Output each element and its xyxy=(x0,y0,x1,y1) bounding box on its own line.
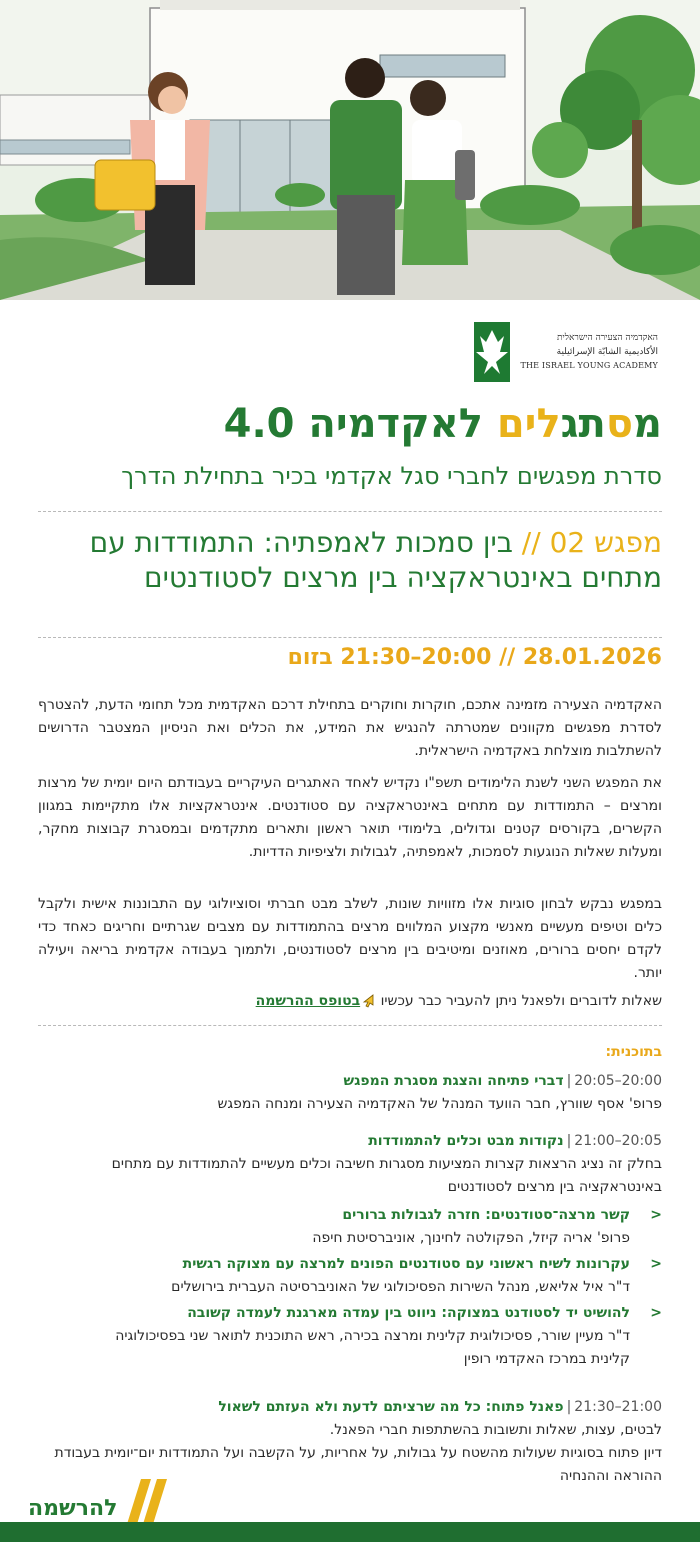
logo-arabic: الأكاديمية الشابّة الإسرائيلية xyxy=(556,347,658,357)
program-heading: דברי פתיחה והצגת מסגרת המפגש xyxy=(343,1073,564,1089)
program-time: 21:00–21:30 xyxy=(574,1399,662,1415)
title-part: מ xyxy=(633,401,662,447)
talk-title: עקרונות לשיח ראשוני עם סטודנטים הפונים למרצה עם מצוקה רגשית xyxy=(182,1256,630,1272)
logo-text xyxy=(520,331,658,373)
program-heading: פאנל פתוח: כל מה שרציתם לדעת ולא העזתם לשאול xyxy=(218,1399,564,1415)
program-description: דיון פתוח בסוגיות שעולות מהשטח על גבולות, על אחריות, על הקשבה ועל התמודדות יום־יומית בעבודת ההוראה וההנחיה xyxy=(54,1445,662,1484)
talk-title: להושיט יד לסטודנט במצוקה: ניווט בין עמדה מארגנת לעמדה קשובה xyxy=(187,1305,630,1321)
divider xyxy=(38,637,662,638)
body-paragraph: את המפגש השני לשנת הלימודים תשפ"ו נקדיש לאחד האתגרים העיקריים בעבודתם היום יומית של מרצות ומרצים – התמודדות עם מתחים באינטראקציה עם סטודנטים. אינטראקציות אלו מתקיימות במגוון הקשרים, בקורסים קטנים וגדולים, בלימודי תואר ראשון ותארים מתקדמים ובמסגרת קבוצות מחקר, ומעלות שאלות הנוגעות לסמכות, לאמפתיה, לגבולות ולציפיות הדדיות. xyxy=(38,775,662,860)
title-part-accent: ס xyxy=(605,401,634,447)
title-part-accent: לים xyxy=(496,401,561,447)
logo-hebrew: האקדמיה הצעירה הישראלית xyxy=(556,333,658,343)
title-part: לאקדמיה 4.0 xyxy=(223,401,497,447)
talk-item xyxy=(38,1204,662,1250)
talk-speaker: ד"ר מעיין שורר, פסיכולוגית קלינית ומרצה בכירה, ראש התוכנית לתואר שני בפסיכולוגיה קלינית במרכז האקדמי רופין xyxy=(115,1328,630,1367)
meeting-title: בין סמכות לאמפתיה: התמודדות עם מתחים באינטראקציה בין מרצים לסטודנטים xyxy=(89,526,662,594)
program-heading: נקודות מבט וכלים להתמודדות xyxy=(368,1133,564,1149)
program-time: 20:00–20:05 xyxy=(574,1073,662,1089)
meeting-heading xyxy=(38,525,662,595)
israel-young-academy-logo xyxy=(474,322,658,382)
event-datetime: 28.01.2026 // 20:00–21:30 בזום xyxy=(287,645,662,670)
title-part: תג xyxy=(560,401,606,447)
talk-speaker: ד"ר איל אליאש, מנהל השירות הפסיכולוגי של האוניברסיטה העברית בירושלים xyxy=(171,1279,630,1295)
registration-text: שאלות לדוברים ולפאנל ניתן להעביר כבר עכשיו xyxy=(376,993,662,1009)
talk-title: קשר מרצה־סטודנטים: חזרה לגבולות ברורים xyxy=(342,1207,630,1223)
program-item: 20:05–21:00|נקודות מבט וכלים להתמודדות בחלק זה נציג הרצאות קצרות המציעות מסגרות חשיבה וכלים מעשיים להתמודדות עם מתחים באינטראקציה בין מרצים לסטודנטים xyxy=(38,1130,662,1199)
footer-bar xyxy=(0,1522,700,1542)
registration-note xyxy=(256,991,662,1011)
talk-speaker: פרופ' אריה קיזל, הפקולטה לחינוך, אוניברסיטת חיפה xyxy=(312,1230,630,1246)
meeting-number: מפגש 02 // xyxy=(521,526,662,559)
divider xyxy=(38,1025,662,1026)
pointer-cursor-icon xyxy=(362,994,374,1008)
chevron-left-icon: < xyxy=(650,1207,662,1223)
body-paragraph: במפגש נבקש לבחון סוגיות אלו מזוויות שונות, לשלב מבט חברתי וסוציולוגי עם התבוננות אישית ולקבל כלים וטיפים מעשיים מאנשי מקצוע המלווים מרצים בהתמודדות עם מצבים שגרתיים וחריגים כאחד כדי לקדם יחסים ברורים, מאוזנים ומיטיבים בין מרצים לסטודנטים, ולתמוך בעבודה אקדמית בריאה ויעילה יותר. xyxy=(38,896,662,981)
talk-item xyxy=(38,1253,662,1299)
program-time: 20:05–21:00 xyxy=(574,1133,662,1149)
chevron-left-icon: < xyxy=(650,1256,662,1272)
registration-form-link[interactable]: בטופס ההרשמה xyxy=(255,993,361,1009)
chevron-left-icon: < xyxy=(650,1305,662,1321)
program-description: בחלק זה נציג הרצאות קצרות המציעות מסגרות חשיבה וכלים מעשיים להתמודדות עם מתחים באינטראקציה בין מרצים לסטודנטים xyxy=(111,1156,662,1195)
program-speaker: פרופ' אסף שוורץ, חבר הוועד המנהל של האקדמיה הצעירה ומנחה המפגש xyxy=(217,1096,662,1112)
campus-scene-image xyxy=(0,0,700,300)
program-item: 20:00–20:05|דברי פתיחה והצגת מסגרת המפגש פרופ' אסף שוורץ, חבר הוועד המנהל של האקדמיה הצעירה ומנחה המפגש xyxy=(38,1070,662,1116)
divider xyxy=(38,511,662,512)
page-title xyxy=(224,400,662,448)
program-item: 21:00–21:30|פאנל פתוח: כל מה שרציתם לדעת ולא העזתם לשאול לבטים, עצות, שאלות ותשובות בהשתתפות חברי הפאנל. דיון פתוח בסוגיות שעולות מהשטח על גבולות, על אחריות, על הקשבה ועל התמודדות יום־יומית בעבודת ההוראה וההנחיה xyxy=(38,1396,662,1488)
program-label: בתוכנית: xyxy=(605,1044,662,1060)
hero-illustration xyxy=(0,0,700,300)
program-description: לבטים, עצות, שאלות ותשובות בהשתתפות חברי הפאנל. xyxy=(329,1422,662,1438)
page-subtitle: סדרת מפגשים לחברי סגל אקדמי בכיר בתחילת הדרך xyxy=(121,462,662,490)
intro-paragraph: האקדמיה הצעירה מזמינה אתכם, חוקרות וחוקרים בתחילת דרכם האקדמית מכל תחומי הדעת, להצטרף לסדרת מפגשים מקוונים שמטרתה להנגיש את המידע, את הכלים ואת הניסיון המצטבר הדרושים להשתלבות מוצלחת באקדמיה הישראלית. xyxy=(38,697,662,759)
talk-item xyxy=(38,1302,662,1371)
academy-leaf-icon xyxy=(474,322,510,382)
logo-english: THE ISRAEL YOUNG ACADEMY xyxy=(520,361,658,370)
register-label: להרשמה xyxy=(28,1495,118,1521)
